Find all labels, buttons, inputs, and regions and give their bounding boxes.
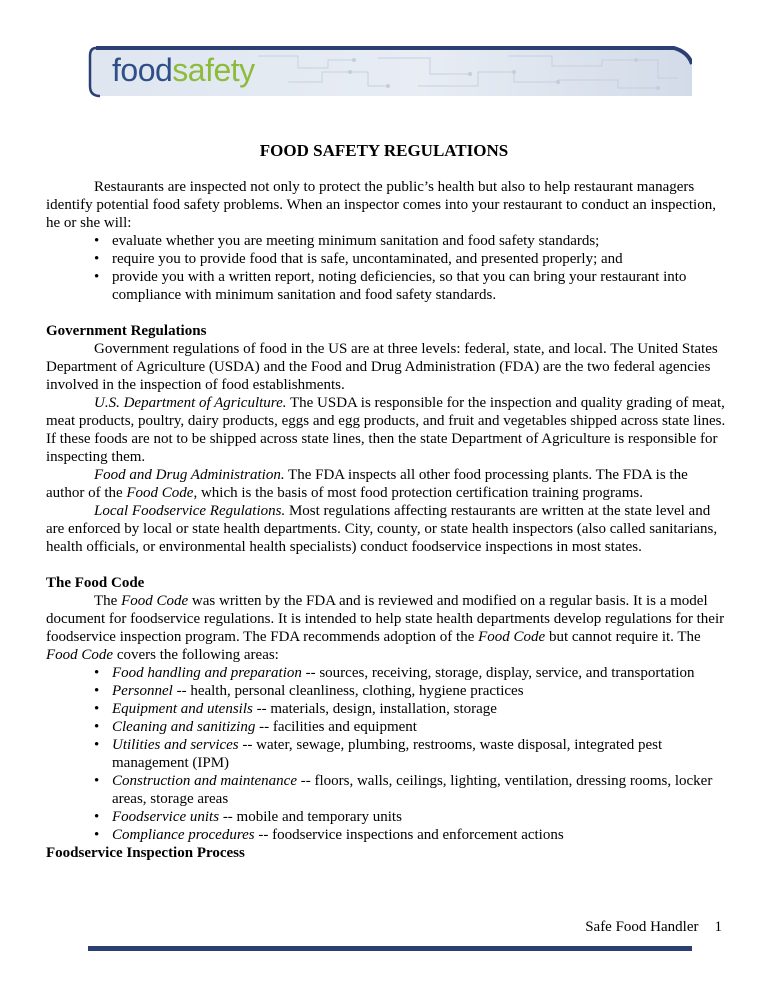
bullet-icon: • — [94, 737, 100, 753]
bullet-icon: • — [94, 701, 100, 717]
list-item: • Foodservice units -- mobile and temporary units — [94, 809, 402, 825]
foodsafety-logo — [112, 48, 255, 92]
page-number: 1 — [714, 919, 722, 935]
bullet-icon: • — [94, 773, 100, 789]
fda-term: Food and Drug Administration. — [94, 467, 285, 483]
list-item: • Utilities and services -- water, sewage, plumbing, restrooms, waste disposal, integrated pest management (IPM) — [94, 737, 663, 771]
document-title: FOOD SAFETY REGULATIONS — [259, 141, 509, 160]
bullet-icon: • — [94, 233, 100, 249]
logo-food-text: food — [112, 52, 173, 88]
list-item: • Personnel -- health, personal cleanliness, clothing, hygiene practices — [94, 683, 524, 699]
logo-safety-text: safety — [172, 52, 255, 88]
gov-paragraph: Government regulations of food in the US are at three levels: federal, state, and local. The United States Department of Agriculture (USDA) and the Food and Drug Administration (FDA) are the two federal agencies involved in the inspection of food establishments. — [46, 341, 718, 393]
section-heading-government: Government Regulations — [46, 323, 207, 339]
bullet-icon: • — [94, 719, 100, 735]
document-body — [46, 178, 726, 862]
footer-label: Safe Food Handler — [585, 919, 699, 935]
food-code-paragraph: The Food Code was written by the FDA and is reviewed and modified on a regular basis. It is a model document for foodservice regulations. It is intended to help state health departments develop regulations for their foodservice inspection program. The FDA recommends adoption of the Food Code but cannot require it. The Food Code covers the following areas: — [46, 593, 725, 663]
list-item: • Compliance procedures -- foodservice inspections and enforcement actions — [94, 827, 564, 843]
list-item: • Equipment and utensils -- materials, design, installation, storage — [94, 701, 497, 717]
footer-divider — [88, 946, 692, 951]
bullet-icon: • — [94, 269, 100, 285]
usda-term: U.S. Department of Agriculture. — [94, 395, 287, 411]
bullet-icon: • — [94, 251, 100, 267]
intro-bullet-list — [46, 232, 726, 304]
list-item: • Cleaning and sanitizing -- facilities and equipment — [94, 719, 417, 735]
section-heading-inspection-process: Foodservice Inspection Process — [46, 845, 245, 861]
list-item: • evaluate whether you are meeting minimum sanitation and food safety standards; — [94, 233, 600, 249]
bullet-icon: • — [94, 809, 100, 825]
bullet-icon: • — [94, 683, 100, 699]
local-term: Local Foodservice Regulations. — [94, 503, 286, 519]
fda-paragraph: Food and Drug Administration. The FDA inspects all other food processing plants. The FDA is the author of the Food Code, which is the basis of most food protection certification training programs. — [46, 467, 688, 501]
section-heading-food-code: The Food Code — [46, 575, 145, 591]
list-item: • provide you with a written report, noting deficiencies, so that you can bring your restaurant into compliance with minimum sanitation and food safety standards. — [94, 269, 687, 303]
list-item: • Construction and maintenance -- floors, walls, ceilings, lighting, ventilation, dressing rooms, locker areas, storage areas — [94, 773, 713, 807]
list-item: • require you to provide food that is safe, uncontaminated, and presented properly; and — [94, 251, 623, 267]
bullet-icon: • — [94, 827, 100, 843]
usda-paragraph: U.S. Department of Agriculture. The USDA is responsible for the inspection and quality grading of meat, meat products, poultry, dairy products, eggs and egg products, and fruit and vegetables shipped across state lines. If these foods are not to be shipped across state lines, then the state Department of Agriculture is responsible for inspecting them. — [46, 395, 726, 465]
intro-paragraph: Restaurants are inspected not only to protect the public’s health but also to help restaurant managers identify potential food safety problems. When an inspector comes into your restaurant to conduct an inspection, he or she will: — [46, 179, 716, 231]
food-code-areas-list — [46, 664, 726, 844]
page-footer — [585, 918, 722, 936]
list-item: • Food handling and preparation -- sources, receiving, storage, display, service, and transportation — [94, 665, 695, 681]
bullet-icon: • — [94, 665, 100, 681]
local-paragraph: Local Foodservice Regulations. Most regulations affecting restaurants are written at the state level and are enforced by local or state health departments. City, county, or state health inspectors (also called sanitarians, health officials, or environmental health specialists) conduct foodservice inspections in most states. — [46, 503, 718, 555]
